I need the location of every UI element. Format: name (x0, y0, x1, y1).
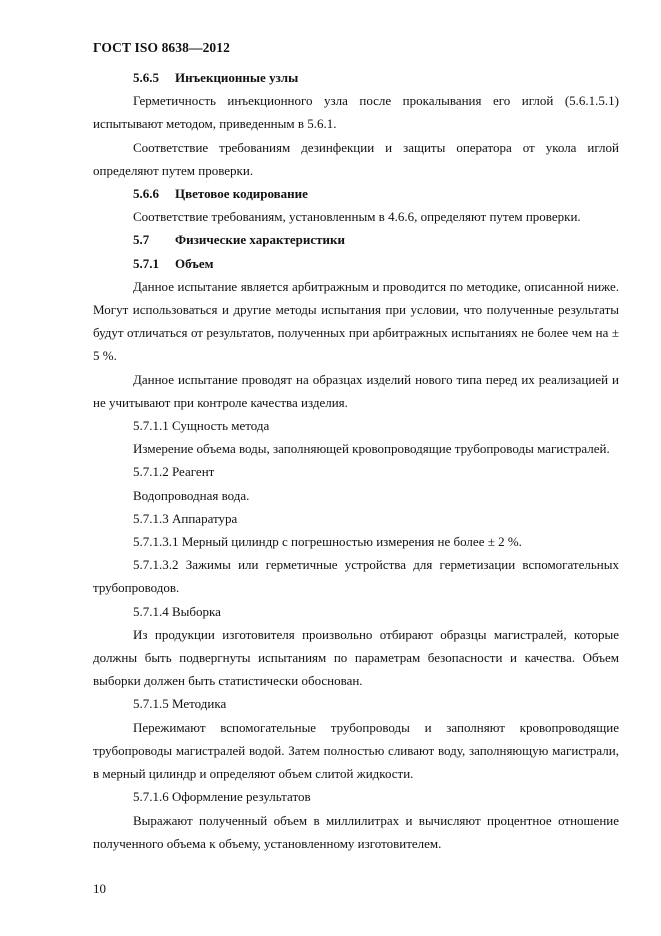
section-number: 5.7.1 (133, 255, 159, 271)
subsection-heading: 5.7.1.2 Реагент (133, 464, 215, 480)
document-header: ГОСТ ISO 8638—2012 (93, 40, 230, 55)
page-number: 10 (93, 881, 106, 896)
paragraph: Соответствие требованиям дезинфекции и защиты оператора от укола иглой определяют путем проверки. (93, 139, 619, 178)
subsection-heading: 5.7.1.4 Выборка (133, 603, 221, 619)
paragraph: 5.7.1.3.1 Мерный цилиндр с погрешностью измерения не более ± 2 %. (133, 534, 522, 550)
paragraph: 5.7.1.3.2 Зажимы или герметичные устройства для герметизации вспомогательных трубопроводов. (93, 557, 619, 596)
section-heading-5-6-5 (93, 66, 619, 89)
document-body (93, 66, 619, 855)
section-number: 5.7 (133, 232, 150, 248)
section-title: Объем (175, 255, 214, 271)
section-number: 5.6.5 (133, 70, 159, 85)
section-title: Физические характеристики (175, 232, 345, 248)
paragraph: Данное испытание является арбитражным и проводится по методике, описанной ниже. Могут использоваться и другие методы испытания при условии, что полученные результаты будут отличаться от результатов, полученных при арбитражных испытаниях не более чем на ± 5 %. (93, 278, 619, 364)
subsection-heading: 5.7.1.5 Методика (133, 696, 227, 712)
paragraph: Выражают полученный объем в миллилитрах и вычисляют процентное отношение полученного объема к объему, установленному изготовителем. (93, 812, 619, 851)
section-title: Цветовое кодирование (175, 186, 308, 202)
subsection-heading: 5.7.1.6 Оформление результатов (133, 789, 311, 805)
paragraph: Пережимают вспомогательные трубопроводы и заполняют кровопроводящие трубопроводы магистралей водой. Затем полностью сливают воду, заполняющую магистрали, в мерный цилиндр и определяют объем слитой жидкости. (93, 719, 619, 782)
section-heading-5-7 (93, 228, 619, 251)
paragraph: Из продукции изготовителя произвольно отбирают образцы магистралей, которые должны быть подвергнуты испытаниям по параметрам безопасности и качества. Объем выборки должен быть статистически обоснован. (93, 626, 619, 689)
paragraph: Соответствие требованиям, установленным в 4.6.6, определяют путем проверки. (133, 209, 581, 225)
paragraph: Измерение объема воды, заполняющей кровопроводящие трубопроводы магистралей. (133, 441, 610, 457)
paragraph: Данное испытание проводят на образцах изделий нового типа перед их реализацией и не учитывают при контроле качества изделия. (93, 371, 619, 410)
section-heading-5-7-1 (93, 252, 619, 275)
section-heading-5-6-6 (93, 182, 619, 205)
subsection-heading: 5.7.1.1 Сущность метода (133, 418, 270, 434)
section-title: Инъекционные узлы (175, 70, 299, 85)
section-number: 5.6.6 (133, 186, 159, 202)
subsection-heading: 5.7.1.3 Аппаратура (133, 510, 238, 526)
paragraph: Водопроводная вода. (133, 487, 250, 503)
paragraph: Герметичность инъекционного узла после прокалывания его иглой (5.6.1.5.1) испытывают методом, приведенным в 5.6.1. (93, 93, 619, 132)
